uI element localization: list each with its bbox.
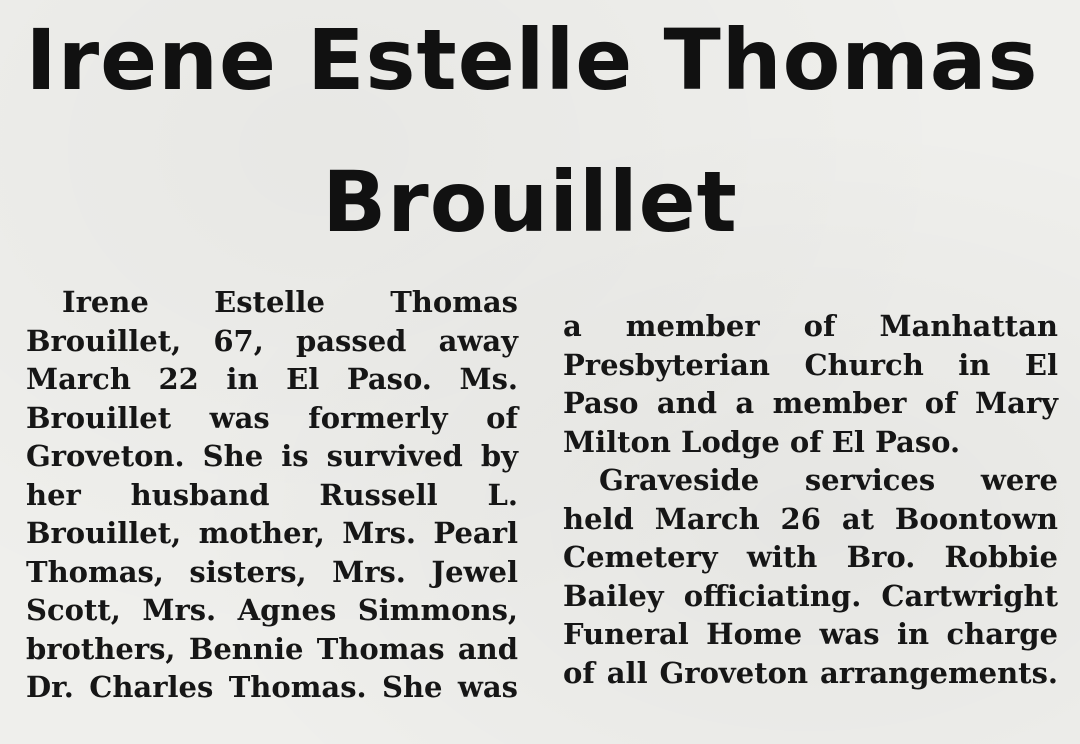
obituary-left-column [26, 283, 518, 707]
text-line: Thomas, sisters, Mrs. Jewel [26, 554, 518, 589]
text-line: Scott, Mrs. Agnes Simmons, [26, 593, 518, 627]
text-line: Paso and a member of Mary [563, 386, 1058, 420]
text-line: Groveton. She is survived by [26, 439, 518, 473]
text-line: March 22 in El Paso. Ms. [26, 362, 518, 396]
text-line: Irene Estelle Thomas [62, 285, 518, 319]
text-line: held March 26 at Boontown [563, 501, 1058, 536]
headline-line-2: Brouillet [322, 153, 738, 251]
text-line: a member of Manhattan [563, 309, 1058, 343]
text-line: Graveside services were [599, 463, 1058, 497]
text-line: her husband Russell L. [26, 477, 518, 512]
text-line: Brouillet was formerly of [26, 400, 518, 435]
text-line: of all Groveton arrangements. [563, 655, 1058, 690]
text-line: Cemetery with Bro. Robbie [563, 540, 1058, 574]
text-line: Brouillet, 67, passed away [26, 323, 518, 358]
text-line: brothers, Bennie Thomas and [26, 631, 518, 666]
text-line: Presbyterian Church in El [563, 347, 1058, 382]
text-line: Dr. Charles Thomas. She was [26, 670, 518, 704]
obituary-right-column [563, 307, 1058, 692]
text-line: Bailey officiating. Cartwright [563, 578, 1058, 613]
headline-line-1: Irene Estelle Thomas [25, 11, 1039, 109]
text-line: Brouillet, mother, Mrs. Pearl [26, 516, 518, 550]
text-line: Milton Lodge of El Paso. [563, 424, 961, 459]
text-line: Funeral Home was in charge [563, 617, 1058, 651]
